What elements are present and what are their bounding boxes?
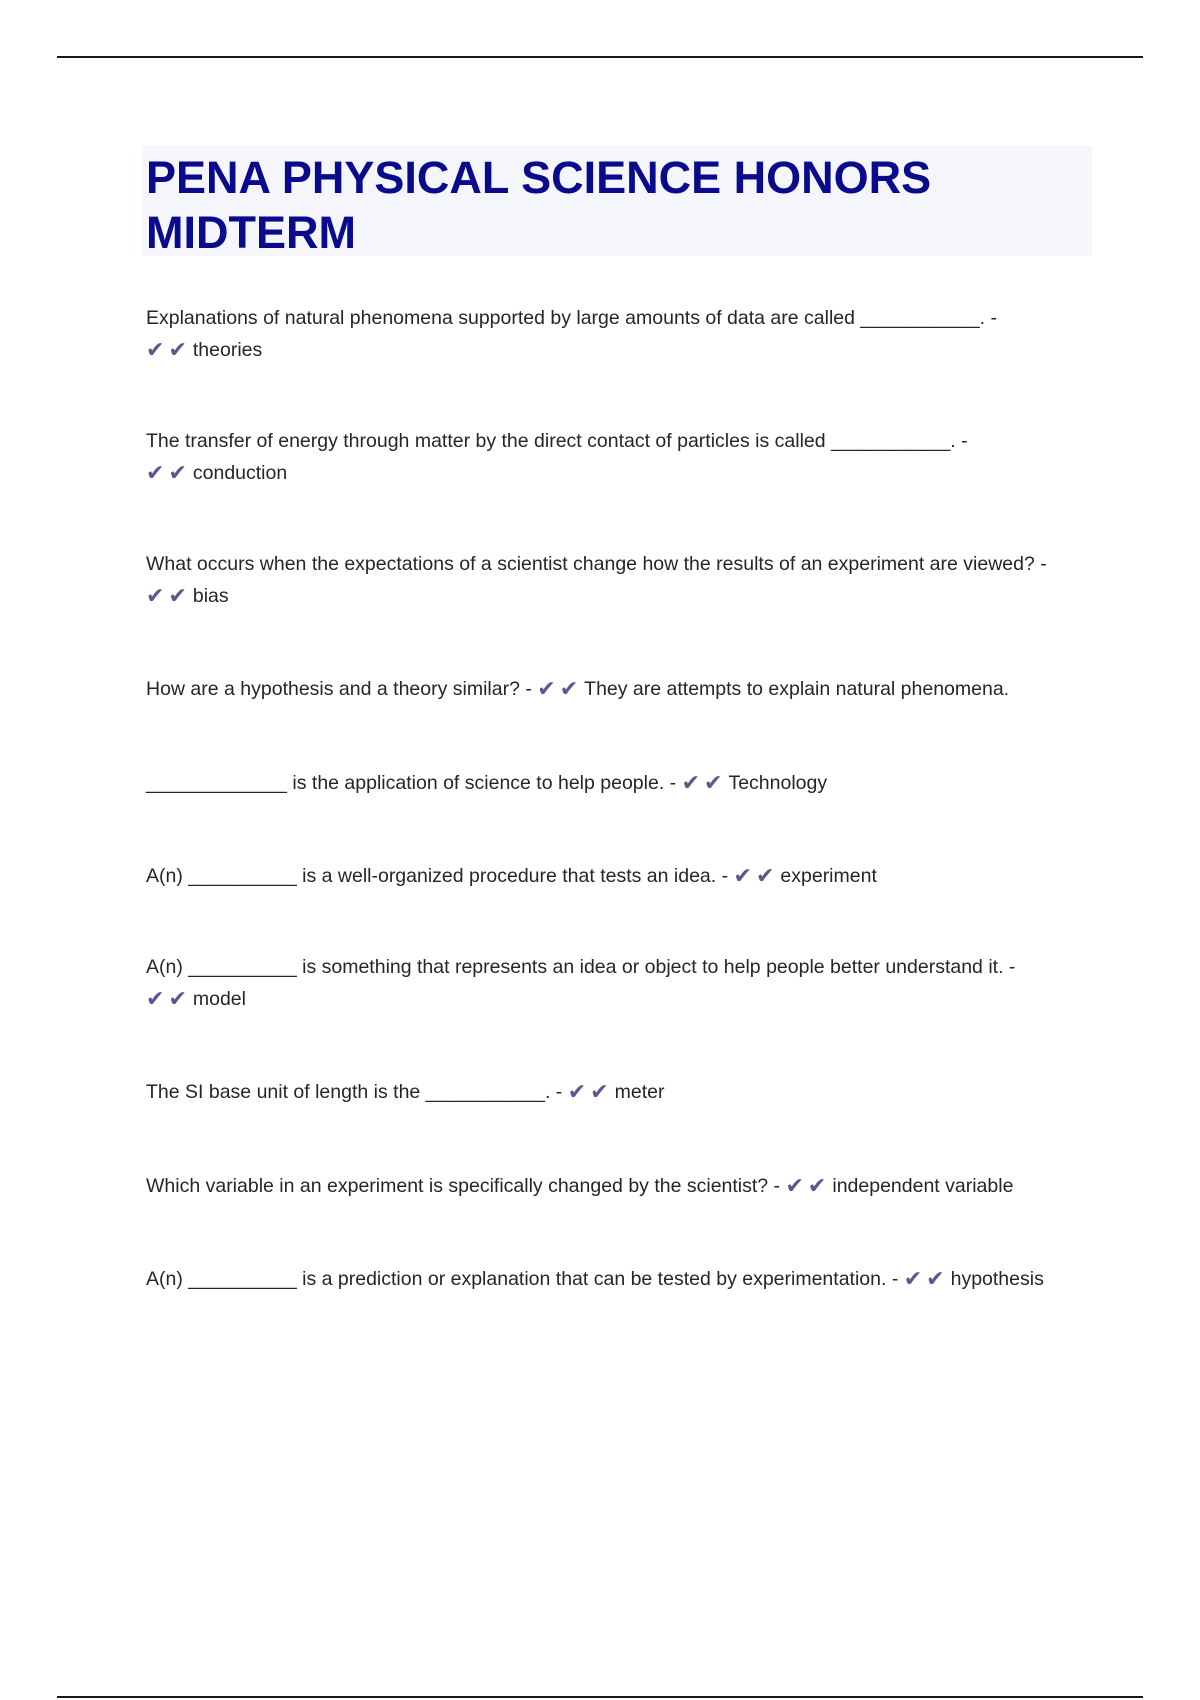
checkmark-icon: ✔ (146, 986, 165, 1011)
checkmark-icon: ✔ (168, 986, 187, 1011)
answer-text: independent variable (832, 1175, 1014, 1197)
qa-item (146, 302, 1096, 366)
top-rule (57, 56, 1143, 58)
checkmark-icon: ✔ (807, 1173, 827, 1198)
checkmark-icon: ✔ (926, 1266, 945, 1291)
question-text: _____________ is the application of science to help people. - (146, 772, 677, 794)
checkmark-icon: ✔ (168, 337, 187, 362)
checkmark-icon: ✔ (704, 770, 723, 795)
question-text: The transfer of energy through matter by the direct contact of particles is called ___________. - (146, 430, 968, 452)
checkmark-icon: ✔ (168, 460, 187, 485)
page-title: PENA PHYSICAL SCIENCE HONORS MIDTERM (146, 152, 932, 258)
checkmark-icon: ✔ (559, 676, 579, 701)
qa-item (146, 767, 1096, 799)
question-text: Explanations of natural phenomena supported by large amounts of data are called ___________. - (146, 307, 998, 329)
bottom-rule (57, 1696, 1143, 1698)
qa-item (146, 1263, 1096, 1295)
answer-text: conduction (192, 462, 288, 484)
question-text: How are a hypothesis and a theory similar? - (146, 678, 532, 700)
checkmark-icon: ✔ (146, 337, 165, 362)
qa-item (146, 425, 1096, 489)
checkmark-icon: ✔ (146, 583, 165, 608)
qa-item (146, 1170, 1096, 1202)
qa-item (146, 1076, 1096, 1108)
question-text: A(n) __________ is something that represents an idea or object to help people better understand it. - (146, 956, 1016, 978)
qa-item (146, 548, 1096, 612)
checkmark-icon: ✔ (590, 1079, 609, 1104)
checkmark-icon: ✔ (903, 1266, 923, 1291)
question-text: Which variable in an experiment is specifically changed by the scientist? - (146, 1175, 781, 1197)
qa-item (146, 673, 1096, 705)
answer-text: Technology (728, 772, 828, 794)
answer-text: experiment (780, 865, 877, 887)
checkmark-icon: ✔ (537, 676, 556, 701)
answer-text: theories (192, 339, 263, 361)
checkmark-icon: ✔ (755, 863, 775, 888)
checkmark-icon: ✔ (168, 583, 187, 608)
answer-text: hypothesis (950, 1268, 1044, 1290)
checkmark-icon: ✔ (681, 770, 701, 795)
answer-text: bias (192, 585, 229, 607)
title-block (142, 146, 1092, 256)
checkmark-icon: ✔ (567, 1079, 587, 1104)
question-text: What occurs when the expectations of a scientist change how the results of an experiment are viewed? - (146, 553, 1047, 575)
answer-text: model (192, 988, 246, 1010)
answer-text: They are attempts to explain natural phenomena. (584, 678, 1010, 700)
answer-text: meter (614, 1081, 665, 1103)
question-text: A(n) __________ is a prediction or explanation that can be tested by experimentation. - (146, 1268, 899, 1290)
qa-item (146, 951, 1096, 1015)
checkmark-icon: ✔ (785, 1173, 804, 1198)
question-text: A(n) __________ is a well-organized procedure that tests an idea. - (146, 865, 729, 887)
checkmark-icon: ✔ (146, 460, 165, 485)
question-text: The SI base unit of length is the ___________. - (146, 1081, 563, 1103)
checkmark-icon: ✔ (733, 863, 752, 888)
qa-item (146, 860, 1096, 892)
